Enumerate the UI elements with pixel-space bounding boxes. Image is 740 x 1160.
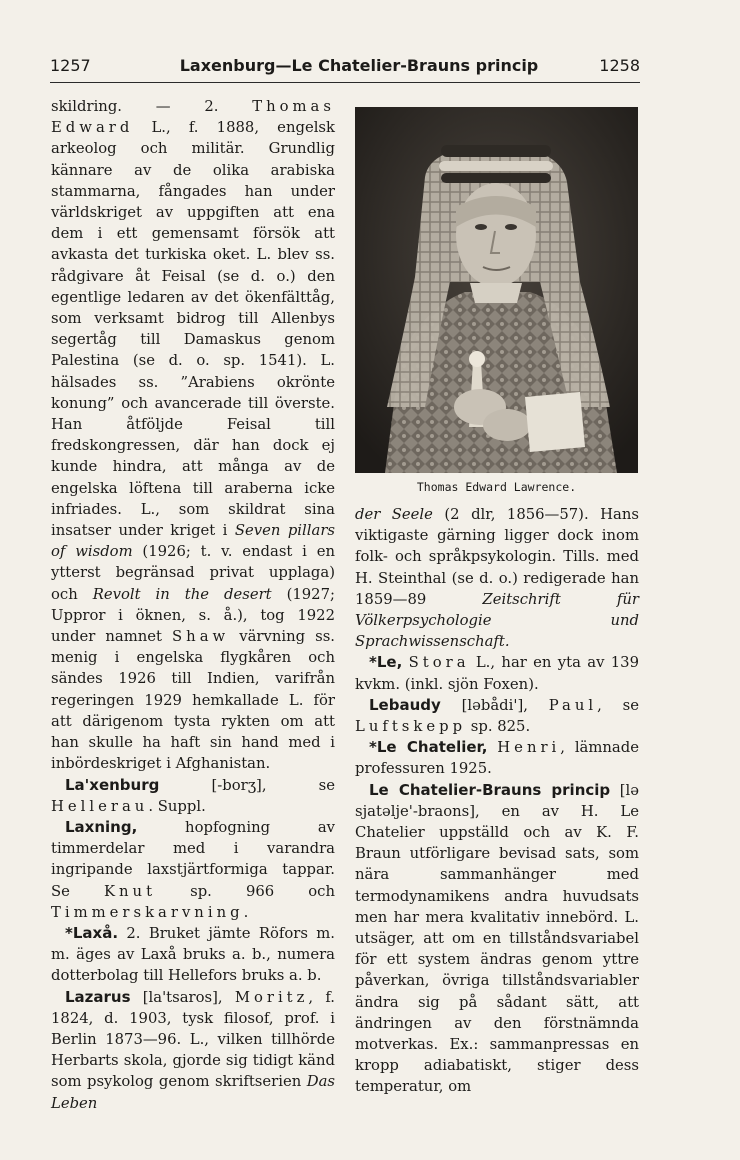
entry-le-chatelier: *Le Chatelier, Henri, lämnade professuren 1925. [355, 738, 639, 778]
headword: Laxning, [65, 817, 138, 836]
entry-lebaudy: Lebaudy [ləbådi'], Paul, se Luftskepp sp. 825. [355, 695, 639, 736]
headword: Lazarus [65, 987, 131, 1006]
entry-lazarus: Lazarus [la'tsaros], Moritz, f. 1824, d. 1903, tysk filosof, prof. i Berlin 1873—96. L., vilken tillhörde Herbarts skola, gjorde sig tidigt känd som psykolog genom skriftserien Das Leben [51, 987, 336, 1112]
left-column [51, 96, 335, 1114]
entry-le-chatelier-brauns-princip: Le Chatelier-Brauns princip [lə sjatəlje'-braons], en av H. Le Chatelier uppställd och av K. F. Braun utförligare bevisad sats, som nära sammanhänger med termodynamikens andra huvudsats men har mera kvalitativ innebörd. L. utsäger, att om en tillståndsvariabel för ett system ändras genom yttre påverkan, övriga tillståndsvariabler ändra sig på sådant sätt, att ändringen av den förstnämnda motverkas. Ex.: sammanpressas en kropp adiabatiskt, stiger dess temperatur, om [355, 780, 640, 1096]
entry-lazarus-continuation: der Seele (2 dlr, 1856—57). Hans viktigaste gärning ligger dock inom folk- och språkpsykologin. Tills. med H. Steinthal (se d. o.) redigerade han 1859—89 Zeitschrift für Völkerpsychologie und Sprachwissenschaft. [355, 506, 639, 651]
headword: Le Chatelier-Brauns princip [369, 780, 611, 799]
headword: *Le, [369, 653, 403, 672]
left-page-number: 1257 [50, 56, 91, 75]
running-title: Laxenburg—Le Chatelier-Brauns princip [179, 56, 539, 75]
portrait-photo [355, 107, 638, 473]
right-page-number: 1258 [599, 56, 640, 75]
photo-caption: Thomas Edward Lawrence. [416, 480, 577, 494]
headword: *Laxå. [65, 923, 119, 942]
header-rule [50, 82, 640, 83]
headword: *Le Chatelier, [369, 738, 488, 757]
headword: Lebaudy [369, 695, 441, 714]
right-column [355, 504, 639, 1098]
portrait-illustration [355, 107, 638, 473]
headword: La'xenburg [65, 775, 160, 794]
entry-lawrence-continuation: skildring. — 2. Thomas Edward L., f. 1888, engelsk arkeolog och militär. Grundlig kännare av de olika arabiska stammarna, fångades han under världskriget av uppgiften att ena dem i ett gemensamt försök att avkasta det turkiska oket. L. blev ss. rådgivare åt Feisal (se d. o.) den egentlige ledaren av det ökenfälttåg, som verksamt bidrog till Allenbys segertåg till Damaskus genom Palestina (se d. o. sp. 1541). L. hälsades ss. ”Arabiens okrönte konung” och avancerade till överste. Han åtföljde Feisal till fredskongressen, där han dock ej kunde hindra, att många av de engelska löftena till araberna icke infriades. L., som skildrat sina insatser under kriget i Seven pillars of wisdom (1926; t. v. endast i en ytterst begränsad privat upplaga) och Revolt in the desert (1927; Uppror i öknen, s. å.), tog 1922 under namnet Shaw värvning ss. menig i engelska flygkåren och sändes 1926 till Indien, varifrån regeringen 1929 hemkallade L. för att därigenom tysta rykten om att han skulle ha haft sin hand med i inbördeskriget i Afghanistan. [51, 98, 335, 773]
entry-le: *Le, Stora L., har en yta av 139 kvkm. (inkl. sjön Foxen). [355, 653, 639, 693]
entry-laxenburg: La'xenburg [-borʒ], se Hellerau. Suppl. [51, 775, 335, 815]
entry-laxa: *Laxå. 2. Bruket jämte Röfors m. m. äges av Laxå bruks a. b., numera dotterbolag till Hellefors bruks a. b. [51, 923, 335, 985]
entry-laxning: Laxning, hopfogning av timmerdelar med i varandra ingripande laxstjärtformiga tappar. Se Knut sp. 966 och Timmerskarvning. [51, 817, 335, 921]
page-header [50, 52, 640, 82]
